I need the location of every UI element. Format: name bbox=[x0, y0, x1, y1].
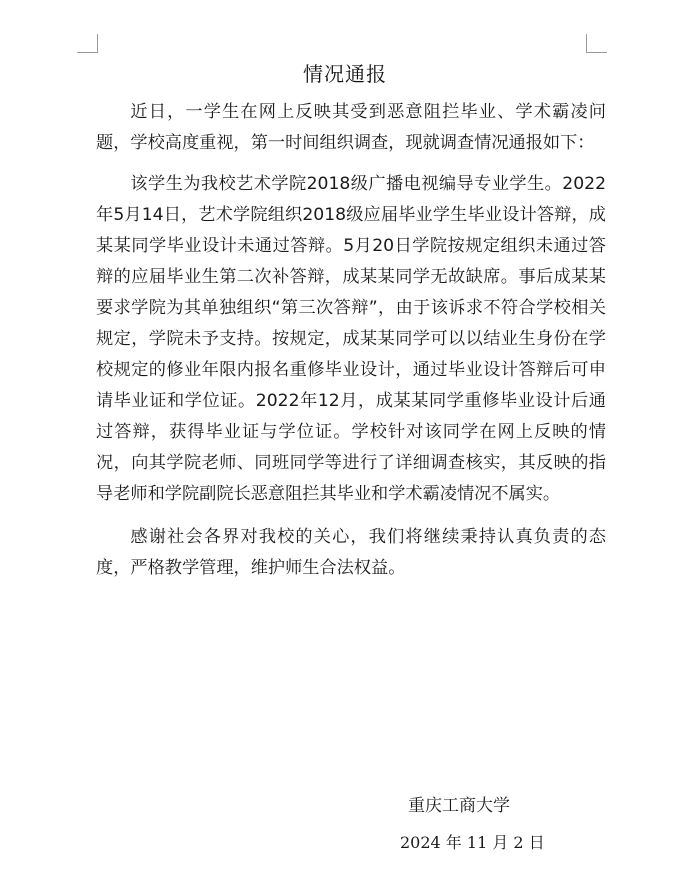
signature-date: 2024 年 11 月 2 日 bbox=[400, 833, 545, 852]
document-title: 情况通报 bbox=[303, 62, 387, 86]
paragraph-closing: 感谢社会各界对我校的关心，我们将继续秉持认真负责的态度，严格教学管理，维护师生合法权益。 bbox=[96, 527, 606, 578]
paragraph-intro: 近日，一学生在网上反映其受到恶意阻拦毕业、学术霸凌问题，学校高度重视，第一时间组织调查，现就调查情况通报如下： bbox=[96, 102, 606, 153]
corner-crop-mark-top-left bbox=[77, 34, 98, 53]
paragraph-findings: 该学生为我校艺术学院2018级广播电视编导专业学生。2022年5月14日，艺术学院组织2018级应届毕业学生毕业设计答辩，成某某同学毕业设计未通过答辩。5月20日学院按规定组织未通过答辩的应届毕业生第二次补答辩，成某某同学无故缺席。事后成某某要求学院为其单独组织“第三次答辩”，由于该诉求不符合学校相关规定，学院未予支持。按规定，成某某同学可以以结业生身份在学校规定的修业年限内报名重修毕业设计，通过毕业设计答辩后可申请毕业证和学位证。2022年12月，成某某同学重修毕业设计后通过答辩，获得毕业证与学位证。学校针对该同学在网上反映的情况，向其学院老师、同班同学等进行了详细调查核实，其反映的指导老师和学院副院长恶意阻拦其毕业和学术霸凌情况不属实。 bbox=[96, 174, 606, 504]
corner-crop-mark-top-right bbox=[586, 34, 607, 53]
document-body bbox=[96, 97, 606, 596]
signature-organization: 重庆工商大学 bbox=[408, 796, 510, 816]
